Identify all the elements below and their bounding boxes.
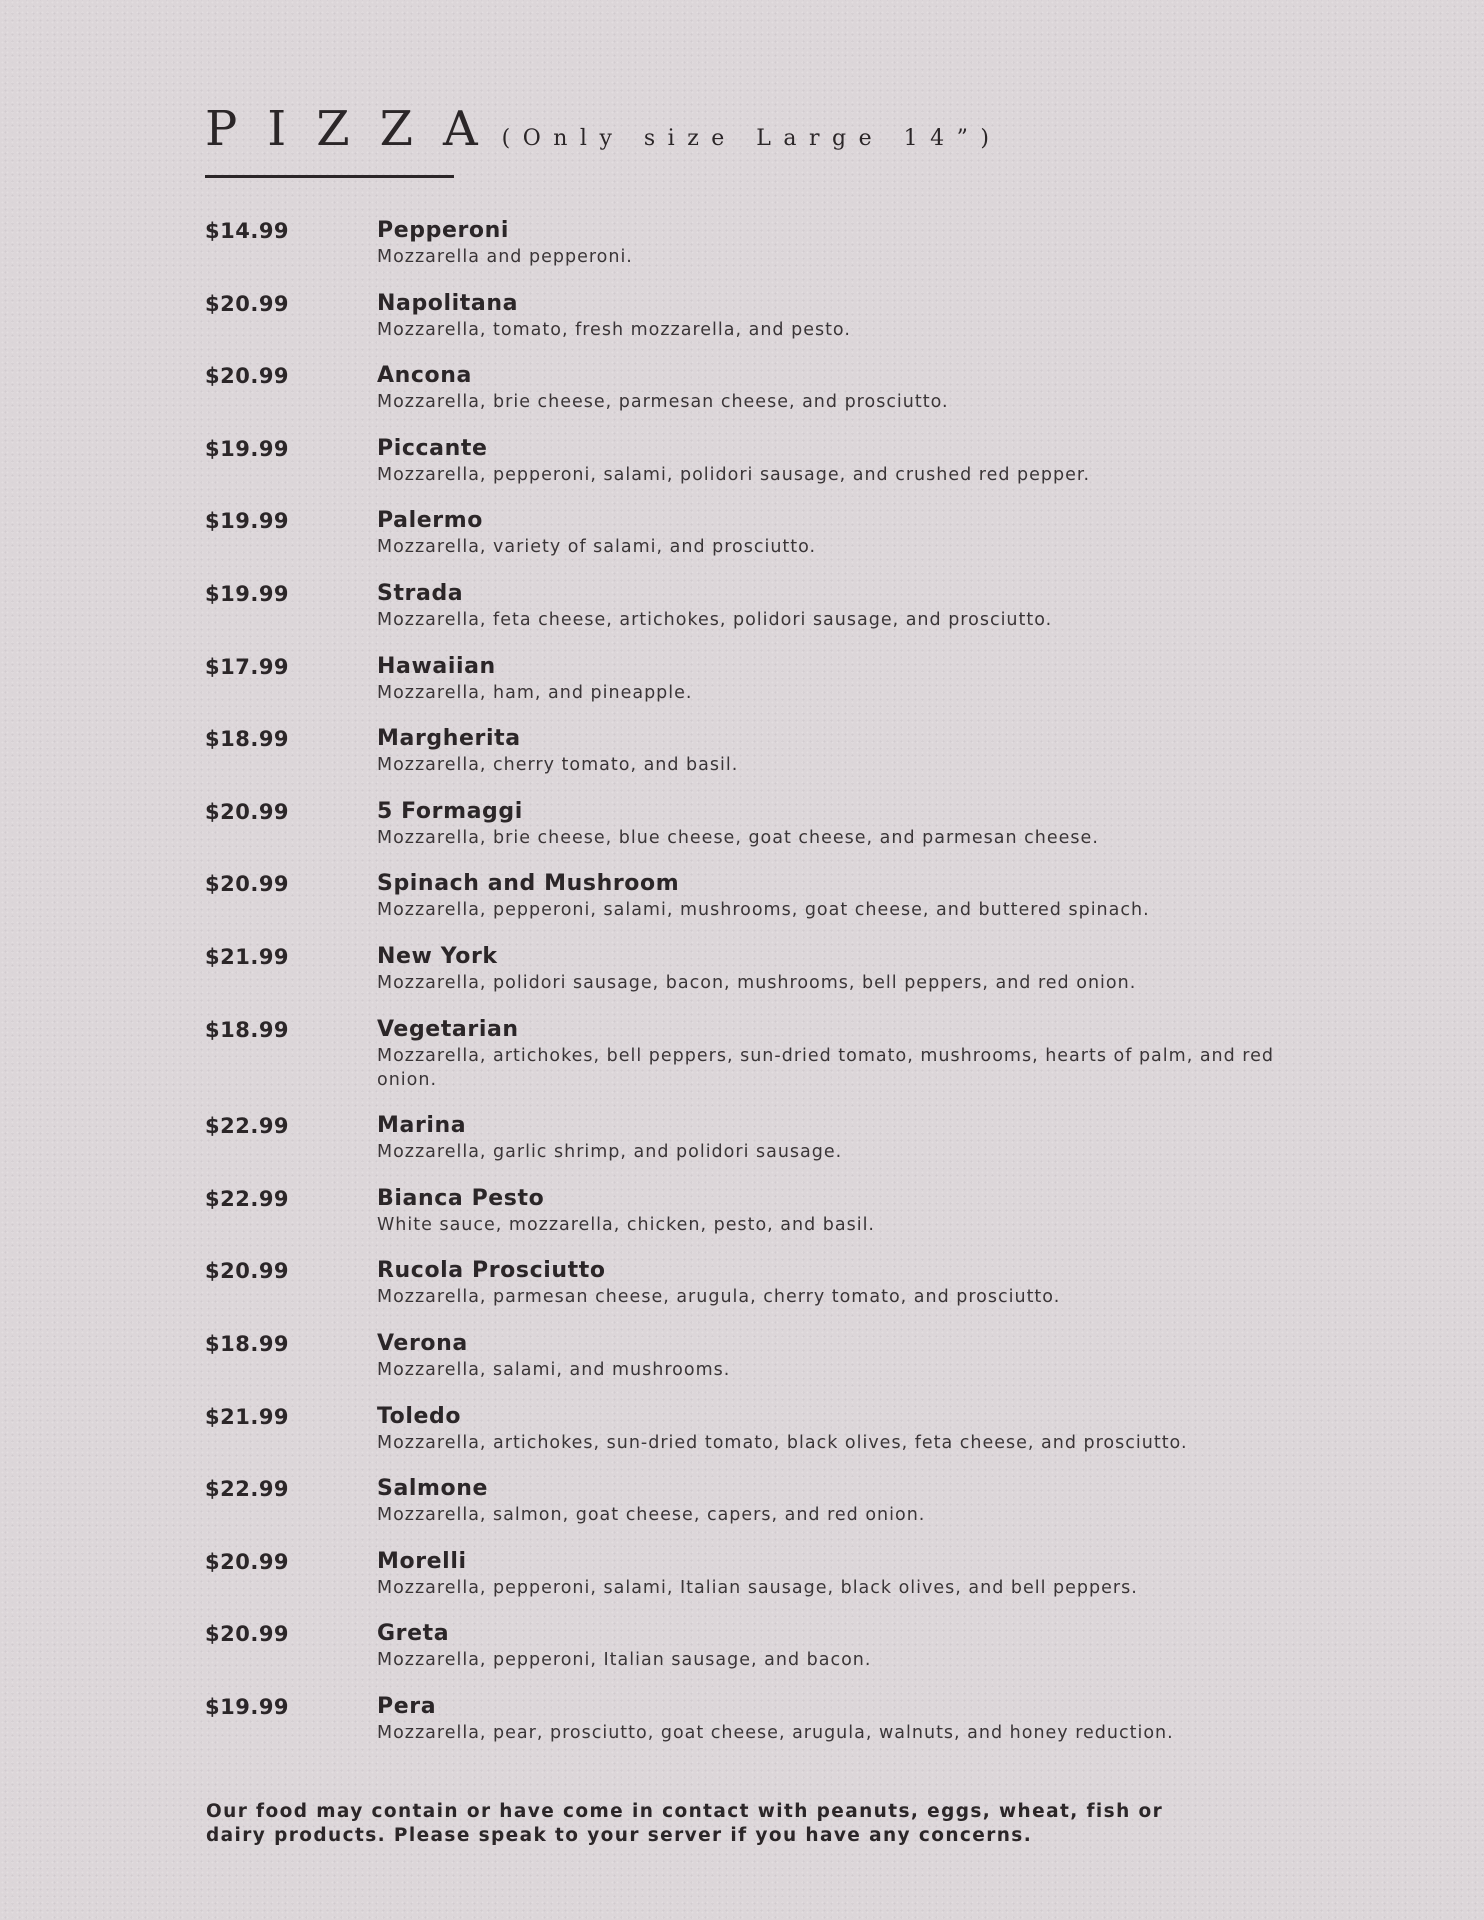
size-note: (Only size Large 14”) (501, 126, 1002, 151)
item-name: Morelli (377, 1548, 467, 1574)
menu-item (205, 1257, 1325, 1330)
menu-item (205, 1548, 1325, 1621)
item-price: $19.99 (205, 1694, 290, 1719)
item-description: Mozzarella, brie cheese, blue cheese, goat cheese, and parmesan cheese. (377, 827, 1099, 848)
item-description: Mozzarella, garlic shrimp, and polidori sausage. (377, 1142, 843, 1163)
item-name: Margherita (377, 726, 521, 752)
item-info (377, 1112, 1297, 1185)
item-description: Mozzarella, pear, prosciutto, goat cheese, arugula, walnuts, and honey reduction. (377, 1722, 1174, 1743)
item-name: New York (377, 943, 498, 969)
item-info (377, 1185, 1297, 1258)
menu-item (205, 1185, 1325, 1258)
menu-item (205, 362, 1325, 435)
item-description: Mozzarella, brie cheese, parmesan cheese, and prosciutto. (377, 392, 949, 413)
menu-item (205, 217, 1325, 290)
item-name: Strada (377, 580, 464, 606)
item-description: Mozzarella, parmesan cheese, arugula, cherry tomato, and prosciutto. (377, 1287, 1061, 1308)
menu-item (205, 1475, 1325, 1548)
item-description: Mozzarella, variety of salami, and prosciutto. (377, 537, 817, 558)
item-info (377, 725, 1297, 798)
item-name: Pepperoni (377, 218, 510, 243)
item-info (377, 1330, 1297, 1403)
item-description: Mozzarella, pepperoni, salami, polidori sausage, and crushed red pepper. (377, 464, 1091, 485)
item-price: $22.99 (205, 1477, 290, 1502)
item-description: Mozzarella, pepperoni, salami, mushrooms, goat cheese, and buttered spinach. (377, 900, 1150, 921)
item-info (377, 435, 1297, 508)
menu-page (205, 101, 1325, 1765)
item-description: Mozzarella, feta cheese, artichokes, polidori sausage, and prosciutto. (377, 609, 1053, 630)
item-price: $18.99 (205, 1017, 290, 1042)
item-name: Ancona (377, 363, 472, 389)
item-description: Mozzarella, pepperoni, salami, Italian sausage, black olives, and bell peppers. (377, 1577, 1138, 1598)
item-description: Mozzarella, artichokes, bell peppers, sun-dried tomato, mushrooms, hearts of palm, and red onion. (377, 1045, 1274, 1090)
item-price: $22.99 (205, 1114, 290, 1139)
item-info (377, 290, 1297, 363)
item-price: $20.99 (205, 291, 290, 316)
allergen-disclaimer: Our food may contain or have come in contact with peanuts, eggs, wheat, fish or dairy products. Please speak to your server if you have any concerns. (206, 1801, 1164, 1846)
item-name: 5 Formaggi (377, 798, 523, 824)
item-info (377, 1403, 1297, 1476)
item-price: $20.99 (205, 364, 290, 389)
item-price: $20.99 (205, 1622, 290, 1647)
menu-item (205, 1403, 1325, 1476)
item-price: $19.99 (205, 581, 290, 606)
item-price: $17.99 (205, 654, 290, 679)
item-name: Vegetarian (377, 1016, 519, 1042)
item-price: $20.99 (205, 799, 290, 824)
item-info (377, 1475, 1297, 1548)
item-description: Mozzarella, tomato, fresh mozzarella, and pesto. (377, 319, 851, 340)
menu-item (205, 653, 1325, 726)
item-description: Mozzarella and pepperoni. (377, 247, 633, 267)
menu-item (205, 1620, 1325, 1693)
item-name: Napolitana (377, 290, 519, 316)
menu-item (205, 507, 1325, 580)
menu-item (205, 725, 1325, 798)
item-description: Mozzarella, salmon, goat cheese, capers, and red onion. (377, 1505, 926, 1526)
item-description: Mozzarella, cherry tomato, and basil. (377, 755, 739, 776)
item-name: Verona (377, 1330, 468, 1356)
item-name: Spinach and Mushroom (377, 871, 680, 897)
item-price: $20.99 (205, 1549, 290, 1574)
item-price: $20.99 (205, 872, 290, 897)
item-price: $18.99 (205, 727, 290, 752)
menu-header (205, 101, 1325, 167)
item-price: $22.99 (205, 1186, 290, 1211)
item-price: $21.99 (205, 1404, 290, 1429)
item-price: $19.99 (205, 436, 290, 461)
item-name: Bianca Pesto (377, 1185, 545, 1211)
item-name: Marina (377, 1113, 467, 1139)
item-info (377, 217, 1297, 290)
item-info (377, 1257, 1297, 1330)
item-price: $20.99 (205, 1259, 290, 1284)
menu-list (205, 217, 1325, 1765)
menu-item (205, 290, 1325, 363)
menu-item (205, 1693, 1325, 1766)
item-price: $14.99 (205, 219, 290, 243)
item-info (377, 653, 1297, 726)
menu-item (205, 870, 1325, 943)
item-info (377, 798, 1297, 871)
item-name: Toledo (377, 1403, 462, 1429)
item-description: Mozzarella, salami, and mushrooms. (377, 1359, 731, 1380)
page-title: PIZZA (205, 101, 508, 157)
item-info (377, 1620, 1297, 1693)
item-description: Mozzarella, pepperoni, Italian sausage, and bacon. (377, 1650, 872, 1671)
item-info (377, 580, 1297, 653)
menu-item (205, 580, 1325, 653)
item-info (377, 1548, 1297, 1621)
item-name: Pera (377, 1693, 437, 1719)
item-info (377, 1693, 1297, 1766)
item-name: Rucola Prosciutto (377, 1258, 606, 1284)
menu-item (205, 1016, 1325, 1113)
title-underline (205, 175, 454, 178)
item-description: Mozzarella, artichokes, sun-dried tomato, black olives, feta cheese, and prosciutto. (377, 1432, 1188, 1453)
item-price: $19.99 (205, 509, 290, 534)
menu-item (205, 1112, 1325, 1185)
item-name: Hawaiian (377, 653, 496, 679)
item-description: White sauce, mozzarella, chicken, pesto, and basil. (377, 1214, 875, 1235)
item-price: $21.99 (205, 944, 290, 969)
menu-item (205, 943, 1325, 1016)
menu-item (205, 435, 1325, 508)
item-price: $18.99 (205, 1331, 290, 1356)
menu-item (205, 798, 1325, 871)
item-name: Palermo (377, 508, 483, 534)
item-name: Salmone (377, 1476, 489, 1502)
item-info (377, 943, 1297, 1016)
menu-item (205, 1330, 1325, 1403)
item-info (377, 507, 1297, 580)
item-name: Piccante (377, 435, 488, 461)
item-description: Mozzarella, ham, and pineapple. (377, 682, 693, 703)
item-info (377, 870, 1297, 943)
item-info (377, 1016, 1297, 1113)
item-description: Mozzarella, polidori sausage, bacon, mushrooms, bell peppers, and red onion. (377, 972, 1137, 993)
item-name: Greta (377, 1621, 450, 1647)
item-info (377, 362, 1297, 435)
